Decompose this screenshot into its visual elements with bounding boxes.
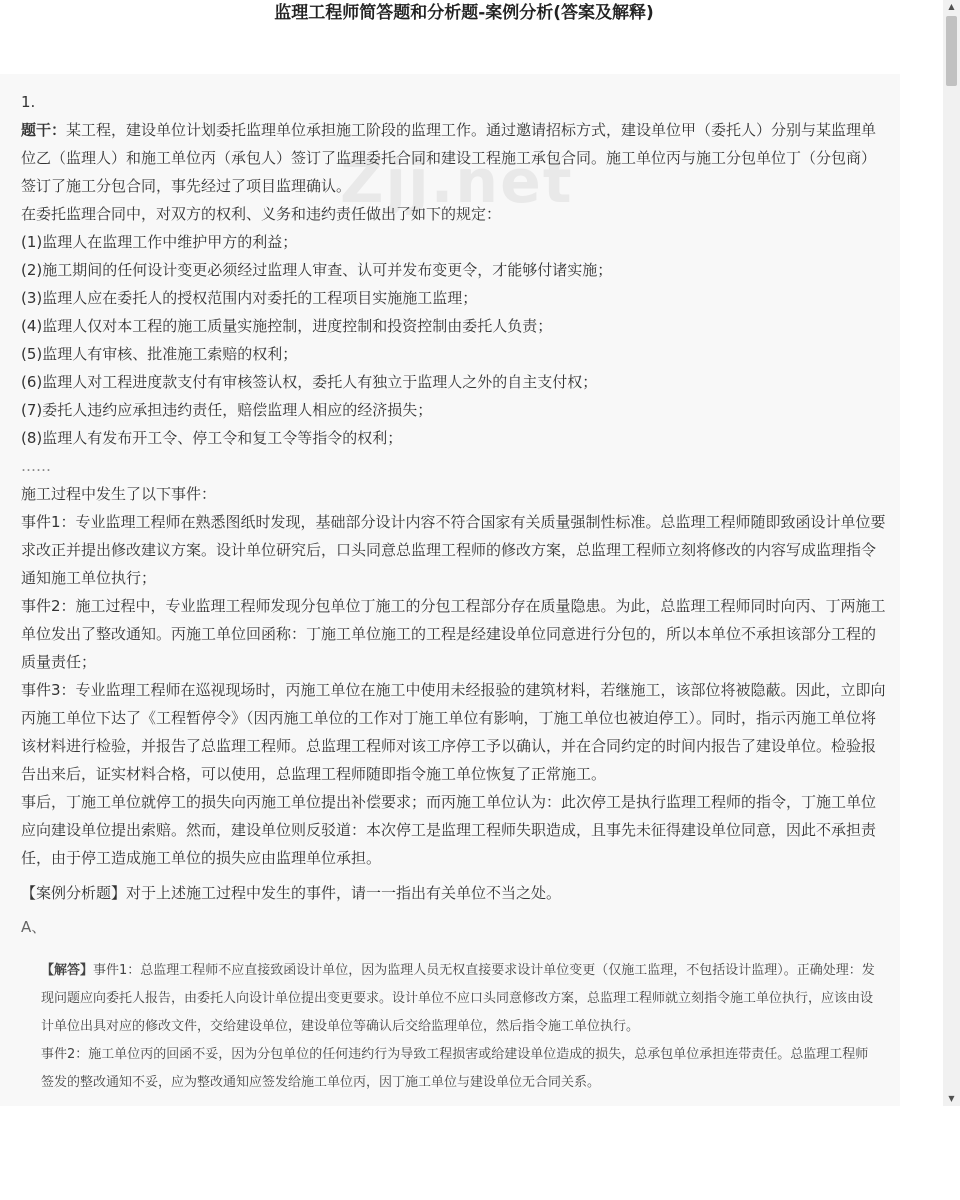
answer-paragraph-1	[41, 957, 879, 1041]
answer-event-1: 事件1：总监理工程师不应直接致函设计单位，因为监理人员无权直接要求设计单位变更（仅施工监理，不包括设计监理）。正确处理：发现问题应向委托人报告，由委托人向设计单位提出变更要求。设计单位不应口头同意修改方案，总监理工程师就立刻指令施工单位执行，应该由设计单位出具对应的修改文件，交给建设单位，建设单位等确认后交给监理单位，然后指令施工单位执行。	[41, 963, 875, 1034]
contract-clause-6: (6)监理人对工程进度款支付有审核签认权，委托人有独立于监理人之外的自主支付权；	[21, 373, 598, 391]
scroll-down-arrow-icon[interactable]: ▼	[948, 1094, 955, 1103]
scroll-up-arrow-icon[interactable]: ▲	[948, 2, 955, 11]
question-body	[21, 88, 887, 941]
events-intro: 施工过程中发生了以下事件：	[21, 485, 217, 503]
contract-clause-3: (3)监理人应在委托人的授权范围内对委托的工程项目实施施工监理；	[21, 289, 478, 307]
answer-box	[41, 957, 879, 1097]
contract-clause-4: (4)监理人仅对本工程的施工质量实施控制，进度控制和投资控制由委托人负责；	[21, 317, 553, 335]
contract-clause-1: (1)监理人在监理工作中维护甲方的利益；	[21, 233, 298, 251]
scroll-thumb[interactable]	[946, 16, 957, 86]
question-stem-paragraph	[21, 116, 887, 200]
contract-clause-8: (8)监理人有发布开工令、停工令和复工令等指令的权利；	[21, 429, 403, 447]
question-number: 1.	[21, 93, 36, 111]
event-3: 事件3：专业监理工程师在巡视现场时，丙施工单位在施工中使用未经报验的建筑材料，若继施工，该部位将被隐蔽。因此，立即向丙施工单位下达了《工程暂停令》（因丙施工单位的工作对丁施工单位有影响，丁施工单位也被迫停工）。同时，指示丙施工单位将该材料进行检验，并报告了总监理工程师。总监理工程师对该工序停工予以确认，并在合同约定的时间内报告了建设单位。检验报告出来后，证实材料合格，可以使用，总监理工程师随即指令施工单位恢复了正常施工。	[21, 681, 886, 783]
contract-clause-5: (5)监理人有审核、批准施工索赔的权利；	[21, 345, 298, 363]
contract-clause-2: (2)施工期间的任何设计变更必须经过监理人审查、认可并发布变更令，才能够付诸实施；	[21, 261, 613, 279]
ellipsis: ……	[21, 457, 51, 475]
event-1: 事件1：专业监理工程师在熟悉图纸时发现，基础部分设计内容不符合国家有关质量强制性标准。总监理工程师随即致函设计单位要求改正并提出修改建议方案。设计单位研究后，口头同意总监理工程师的修改方案，总监理工程师立刻将修改的内容写成监理指令通知施工单位执行；	[21, 513, 886, 587]
answer-event-2: 事件2：施工单位丙的回函不妥，因为分包单位的任何违约行为导致工程损害或给建设单位造成的损失，总承包单位承担连带责任。总监理工程师签发的整改通知不妥，应为整改通知应签发给施工单位丙，因丁施工单位与建设单位无合同关系。	[41, 1047, 869, 1090]
content-panel	[0, 74, 900, 1106]
watermark: Zjj.net	[340, 147, 574, 217]
stem-label: 题干：	[21, 121, 67, 139]
page-title: 监理工程师简答题和分析题-案例分析(答案及解释)	[274, 3, 654, 23]
event-2: 事件2：施工过程中，专业监理工程师发现分包单位丁施工的分包工程部分存在质量隐患。为此，总监理工程师同时向丙、丁两施工单位发出了整改通知。丙施工单位回函称：丁施工单位施工的工程是经建设单位同意进行分包的，所以本单位不承担该部分工程的质量责任；	[21, 597, 886, 671]
vertical-scrollbar[interactable]	[943, 0, 960, 1106]
analysis-prompt: 【案例分析题】对于上述施工过程中发生的事件，请一一指出有关单位不当之处。	[21, 884, 562, 902]
option-a-label: A、	[21, 918, 47, 936]
contract-clause-7: (7)委托人违约应承担违约责任，赔偿监理人相应的经济损失；	[21, 401, 433, 419]
stem-text: 某工程，建设单位计划委托监理单位承担施工阶段的监理工作。通过邀请招标方式，建设单位甲（委托人）分别与某监理单位乙（监理人）和施工单位丙（承包人）签订了监理委托合同和建设工程施工承包合同。施工单位丙与施工分包单位丁（分包商）签订了施工分包合同，事先经过了项目监理确认。	[21, 121, 877, 195]
event-aftermath: 事后，丁施工单位就停工的损失向丙施工单位提出补偿要求；而丙施工单位认为：此次停工是执行监理工程师的指令，丁施工单位应向建设单位提出索赔。然而，建设单位则反驳道：本次停工是监理工程师失职造成，且事先未征得建设单位同意，因此不承担责任，由于停工造成施工单位的损失应由监理单位承担。	[21, 793, 877, 867]
answer-label: 【解答】	[41, 963, 94, 978]
contract-intro: 在委托监理合同中，对双方的权利、义务和违约责任做出了如下的规定：	[21, 205, 502, 223]
